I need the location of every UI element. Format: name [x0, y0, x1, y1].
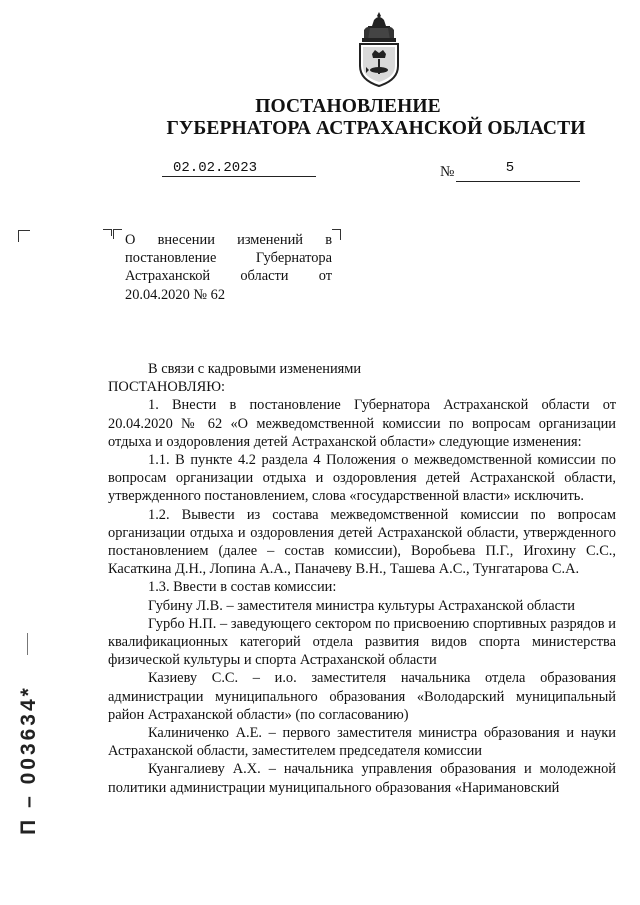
subject-open-corner-mark-2	[113, 229, 122, 239]
document-subject: О внесении изменений в постановление Губернатора Астраханской области от 20.04.2020 № 62	[125, 232, 332, 303]
paragraph: 1.2. Вывести из состава межведомственной комиссии по вопросам организации отдыха и оздоровления детей Астраханской области, утвержденного постановлением (далее – состав комиссии), Воробьева П.Г., Игохину С.С., Касаткина Д.Н., Лопина А.А., Паначеву В.Н., Ташева А.С., Тунгатарова С.А.	[108, 506, 616, 578]
serial-number-stamp	[4, 660, 54, 860]
paragraph: Гурбо Н.П. – заведующего сектором по присвоению спортивных разрядов и квалификационных категорий отдела развития видов спорта министерства физической культуры и спорта Астраханской области	[108, 615, 616, 669]
document-issuer: ГУБЕРНАТОРА АСТРАХАНСКОЙ ОБЛАСТИ	[166, 118, 586, 139]
coat-of-arms-emblem	[352, 10, 406, 88]
paragraph: Куангалиеву А.Х. – начальника управления образования и молодежной политики администрации муниципального образования «Наримановский	[108, 761, 616, 796]
resolve-line: ПОСТАНОВЛЯЮ:	[108, 379, 226, 396]
paragraph: 1. Внести в постановление Губернатора Астраханской области от 20.04.2020 № 62 «О межведомственной комиссии по вопросам организации отдыха и оздоровления детей Астраханской области» следующие изменения:	[108, 397, 616, 450]
paragraph: Калиниченко А.Е. – первого заместителя министра образования и науки Астраханской области, заместителем председателя комиссии	[108, 725, 616, 760]
date-underline	[162, 176, 316, 177]
number-label: №	[440, 164, 455, 180]
intro-line: В связи с кадровыми изменениями	[148, 361, 362, 377]
subject-open-corner-mark	[103, 229, 112, 236]
paragraph: 1.3. Ввести в состав комиссии:	[148, 579, 337, 596]
document-title: ПОСТАНОВЛЕНИЕ	[255, 96, 441, 117]
document-date: 02.02.2023	[172, 160, 257, 176]
paragraph: Казиеву С.С. – и.о. заместителя начальника отдела образования администрации муниципального образования «Володарский муниципальный район Астраханской области» (по согласованию)	[108, 670, 616, 723]
number-underline	[456, 181, 580, 182]
serial-number: П – 003634*	[17, 685, 40, 835]
subject-close-corner-mark	[332, 229, 341, 240]
left-margin-corner-mark	[18, 230, 30, 242]
paragraph: Губину Л.В. – заместителя министра культуры Астраханской области	[148, 597, 575, 614]
margin-mark	[27, 633, 28, 655]
document-body	[108, 360, 616, 797]
paragraph: 1.1. В пункте 4.2 раздела 4 Положения о межведомственной комиссии по вопросам организации отдыха и оздоровления детей Астраханской области, утвержденного постановлением, слова «государственной власти» исключить.	[108, 452, 616, 505]
document-number: 5	[505, 160, 515, 176]
